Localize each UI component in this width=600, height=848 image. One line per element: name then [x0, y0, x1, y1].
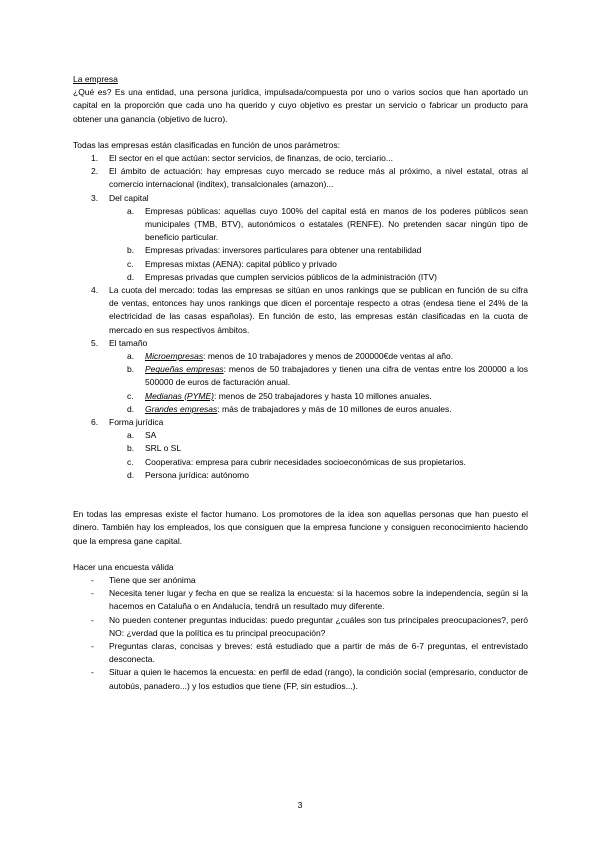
list-item: 5. El tamaño a. Microempresas: menos de 10 trabajadores y menos de 200000€de ventas al año. b. Pequeñas empresas: menos de 50 trabajadores y tienen una cifra de ventas entre los 200000 a los 500000 de euros de facturación anual. c. Medianas (PYME): menos de 250 trabajadores y hasta 10 millones anuales. d. Grandes empresas: más de trabajadores y más de 10 millones de euros anuales. [73, 337, 528, 416]
sub-item: b. Empresas privadas: inversores particulares para obtener una rentabilidad [127, 245, 422, 256]
list-item: 4. La cuota del mercado: todas las empresas se sitúan en unos rankings que se publican en función de su cifra de ventas, entonces hay unos rankings que dicen el porcentaje respecto a otras (endesa tiene el 24% de la electricidad de las casas españolas). En función de esto, las empresas están clasificadas en la cuota de mercado en sus respectivos ámbitos. [91, 285, 528, 335]
sub-item: c. Cooperativa: empresa para cubrir necesidades socioeconómicas de sus propietarios. [127, 456, 466, 467]
classification-list [73, 152, 528, 482]
sub-item: d. Empresas privadas que cumplen servicios públicos de la administración (ITV) [127, 271, 437, 282]
intro-paragraph: ¿Qué es? Es una entidad, una persona jurídica, impulsada/compuesta por uno o varios socios que han aportado un capital en la proporción que cada uno ha querido y cuyo objetivo es prestar un servicio o fabricar un producto para obtener una ganancia (objetivo de lucro). [73, 87, 528, 124]
classification-intro: Todas las empresas están clasificadas en función de unos parámetros: [73, 139, 340, 150]
list-item: - Tiene que ser anónima [91, 574, 196, 585]
list-item: 6. Forma jurídica a. SA b. SRL o SL c. Cooperativa: empresa para cubrir necesidades socioeconómicas de sus propietarios. d. Persona jurídica: autónomo [73, 416, 528, 482]
size-sublist [109, 350, 528, 416]
sub-item: c. Medianas (PYME): menos de 250 trabajadores y hasta 10 millones anuales. [127, 390, 432, 401]
survey-list [73, 574, 528, 693]
list-item: - Preguntas claras, concisas y breves: está estudiado que a partir de más de 6-7 preguntas, el entrevistado desconecta. [91, 640, 528, 665]
sub-item: a. Microempresas: menos de 10 trabajadores y menos de 200000€de ventas al año. [127, 351, 454, 362]
survey-title: Hacer una encuesta válida [73, 561, 174, 572]
sub-item: d. Grandes empresas: más de trabajadores y más de 10 millones de euros anuales. [127, 403, 452, 414]
human-factor-paragraph: En todas las empresas existe el factor humano. Los promotores de la idea son aquellas personas que han puesto el dinero. También hay los empleados, los que consiguen que la empresa funcione y consiguen reconocimiento haciendo que la empresa gane capital. [73, 509, 528, 546]
section-title: La empresa [73, 74, 118, 84]
legal-form-sublist [109, 429, 528, 482]
list-item: - Situar a quien le hacemos la encuesta: en perfil de edad (rango), la condición social (empresario, conductor de autobús, panadero...) y los estudios que tiene (FP, sin estudios...). [91, 667, 528, 691]
sub-item: b. Pequeñas empresas: menos de 50 trabajadores y tienen una cifra de ventas entre los 200000 a los 500000 de euros de facturación anual. [127, 364, 528, 388]
list-item: 3. Del capital a. Empresas públicas: aquellas cuyo 100% del capital está en manos de los poderes públicos sean municipales (TMB, BTV), autonómicos o estatales (RENFE). No pretenden sacar ningún tipo de beneficio particular. b. Empresas privadas: inversores particulares para obtener una rentabilidad c. Empresas mixtas (AENA): capital público y privado d. Empresas privadas que cumplen servicios públicos de la administración (ITV) [73, 192, 528, 284]
sub-item: c. Empresas mixtas (AENA): capital público y privado [127, 258, 337, 269]
sub-item: a. Empresas públicas: aquellas cuyo 100% del capital está en manos de los poderes públicos sean municipales (TMB, BTV), autonómicos o estatales (RENFE). No pretenden sacar ningún tipo de beneficio particular. [127, 205, 528, 243]
list-item: 2. El ámbito de actuación: hay empresas cuyo mercado se reduce más al próximo, a nivel estatal, otras al comercio internacional (inditex), transalcionales (amazon)... [91, 166, 528, 190]
capital-sublist [109, 205, 528, 284]
list-item: - No pueden contener preguntas inducidas: puedo preguntar ¿cuáles son tus principales preocupaciones?, peró NO: ¿verdad que la política es tu principal preocupación? [91, 614, 528, 638]
sub-item: d. Persona jurídica: autónomo [127, 469, 249, 480]
list-item: - Necesita tener lugar y fecha en que se realiza la encuesta: si la hacemos sobre la independencia, según si la hacemos en Cataluña o en Andalucía, tendrá un resultado muy diferente. [91, 588, 528, 612]
list-item: 1. El sector en el que actúan: sector servicios, de finanzas, de ocio, terciario... [91, 153, 393, 164]
sub-item: a. SA [127, 430, 157, 441]
sub-item: b. SRL o SL [127, 443, 182, 454]
page-number: 3 [297, 800, 303, 810]
document-page [73, 73, 528, 693]
